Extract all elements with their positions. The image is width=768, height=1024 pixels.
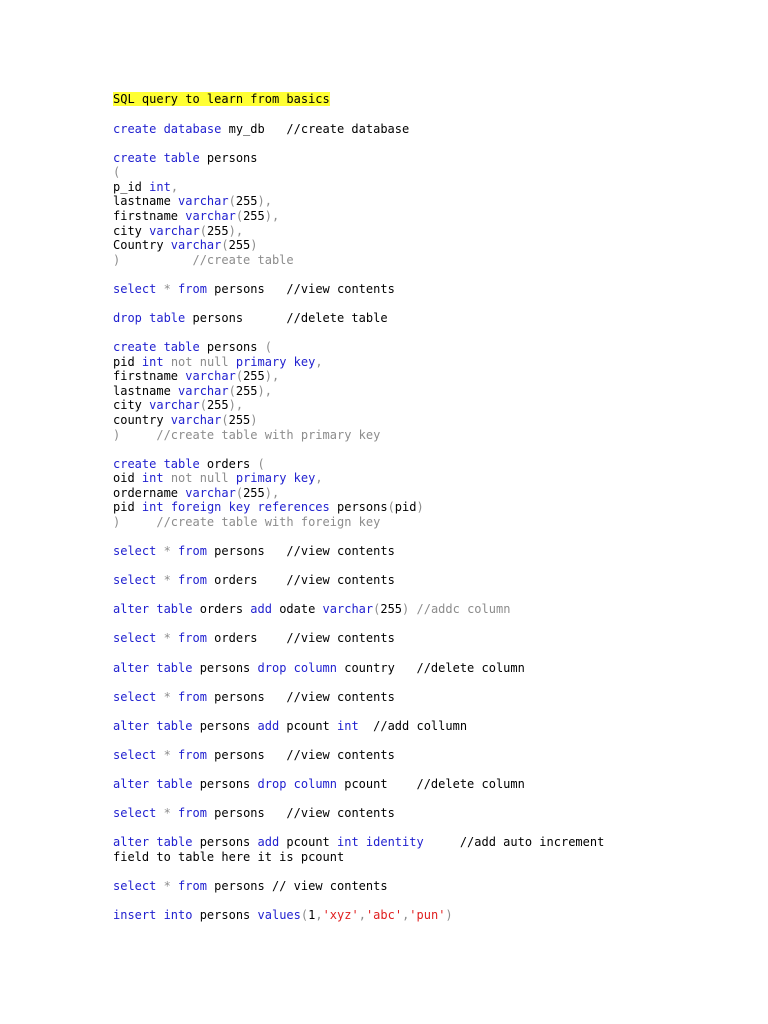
code-token: ( <box>235 369 244 384</box>
code-token: not null <box>163 471 236 486</box>
code-token: ( <box>235 208 244 223</box>
code-token: * <box>156 544 179 559</box>
code-token: * <box>156 747 179 762</box>
code-token: 255 <box>243 208 265 223</box>
code-token: field to table here it is pcount <box>113 849 345 864</box>
code-token: from <box>178 631 207 646</box>
code-token: ) //create table with foreign key <box>113 515 381 530</box>
code-token: int <box>141 500 164 515</box>
code-token: 'xyz' <box>322 907 359 922</box>
code-token: , <box>315 907 323 922</box>
code-token: ( <box>387 500 395 515</box>
code-line <box>113 165 733 180</box>
code-token: ( <box>264 340 272 355</box>
code-token: ( <box>221 238 229 253</box>
code-token: * <box>156 689 179 704</box>
code-token: ) //addc column <box>402 602 511 617</box>
code-line <box>113 835 733 850</box>
code-token: p_id <box>113 179 150 194</box>
code-token: * <box>156 281 179 296</box>
code-token: varchar <box>185 369 236 384</box>
code-token: Country <box>113 238 171 253</box>
code-block <box>113 573 733 588</box>
code-token: 255 <box>206 223 229 238</box>
code-token: 255 <box>235 383 258 398</box>
code-token: persons //view contents <box>206 281 395 296</box>
code-token: create table <box>113 456 200 471</box>
code-token: ) //create table <box>113 252 294 267</box>
code-line <box>113 515 733 530</box>
code-token: persons <box>192 835 258 850</box>
code-token: varchar <box>322 602 374 617</box>
code-token: pcount //delete column <box>337 776 525 791</box>
code-block <box>113 282 733 297</box>
code-line <box>113 398 733 413</box>
code-token: from <box>178 281 207 296</box>
code-block <box>113 777 733 792</box>
code-token: persons //view contents <box>206 544 395 559</box>
code-line <box>113 544 733 559</box>
code-line <box>113 224 733 239</box>
code-token: ( <box>228 383 236 398</box>
code-token: select <box>113 806 157 820</box>
code-line <box>113 355 733 370</box>
code-token: persons //view contents <box>206 806 395 820</box>
code-token: 255 <box>243 369 265 384</box>
sql-code-listing <box>113 122 733 923</box>
code-token: add <box>257 835 280 850</box>
code-token: create table <box>113 340 200 355</box>
code-token: varchar <box>185 208 236 223</box>
code-token: select <box>113 573 157 588</box>
code-line <box>113 122 733 137</box>
code-token: ( <box>373 602 381 617</box>
code-token: ( <box>228 194 236 209</box>
code-token: from <box>178 806 207 820</box>
code-token: country <box>113 413 171 427</box>
code-block <box>113 835 733 864</box>
code-token: ) <box>250 238 258 253</box>
highlighted-title-text: SQL query to learn from basics <box>113 92 330 106</box>
code-token: primary key <box>235 354 316 369</box>
code-token: country //delete column <box>337 660 525 675</box>
code-block <box>113 806 733 821</box>
code-line <box>113 413 733 428</box>
code-token: select <box>113 544 157 559</box>
code-token: persons <box>192 907 258 922</box>
code-token: add <box>257 718 280 733</box>
code-line <box>113 282 733 297</box>
code-line <box>113 369 733 384</box>
code-token: firstname <box>113 369 186 384</box>
code-token: values <box>257 907 301 922</box>
code-token: 'abc' <box>365 907 403 922</box>
code-token: orders <box>199 456 258 471</box>
code-line <box>113 806 733 821</box>
code-token: select <box>113 689 157 704</box>
code-token: firstname <box>113 208 186 223</box>
code-token: ), <box>257 194 272 209</box>
code-line <box>113 850 733 865</box>
code-line <box>113 661 733 676</box>
code-token: int identity <box>337 835 424 850</box>
code-token: persons <box>329 500 388 515</box>
code-token: 255 <box>228 413 251 427</box>
code-token: * <box>156 573 179 588</box>
code-token: alter table <box>113 718 193 733</box>
code-token: city <box>113 223 150 238</box>
code-token: ( <box>221 413 229 427</box>
code-line <box>113 253 733 268</box>
code-token: persons //view contents <box>206 689 395 704</box>
code-token: alter table <box>113 835 193 850</box>
code-token: ordername <box>113 485 186 500</box>
code-line <box>113 573 733 588</box>
code-token: create database <box>113 121 222 136</box>
code-block <box>113 719 733 734</box>
code-token: persons //delete table <box>185 310 388 325</box>
code-block <box>113 602 733 617</box>
code-line <box>113 238 733 253</box>
code-line <box>113 209 733 224</box>
code-token: pcount <box>279 718 337 733</box>
code-token: ), <box>264 369 280 384</box>
code-block <box>113 748 733 763</box>
code-token: 255 <box>380 602 403 617</box>
code-token: ), <box>264 208 280 223</box>
code-token: varchar <box>149 398 200 413</box>
code-token: persons <box>199 340 265 355</box>
code-token: ( <box>199 398 207 413</box>
code-line <box>113 690 733 705</box>
code-token: from <box>178 747 207 762</box>
code-block <box>113 690 733 705</box>
document-body <box>113 92 733 937</box>
code-token: //add collumn <box>358 718 468 733</box>
code-token: * <box>156 878 179 893</box>
code-block <box>113 122 733 137</box>
code-token: pid <box>394 500 417 515</box>
code-token: varchar <box>178 194 229 209</box>
code-token: * <box>156 631 179 646</box>
code-token: from <box>178 878 207 893</box>
code-token: ( <box>199 223 207 238</box>
code-line <box>113 908 733 923</box>
code-token: select <box>113 878 157 893</box>
code-token: orders <box>192 602 251 617</box>
code-block <box>113 661 733 676</box>
code-token: varchar <box>185 485 236 500</box>
code-token: pid <box>113 500 142 515</box>
code-token: from <box>178 544 207 559</box>
code-token: * <box>156 806 179 820</box>
code-token: orders //view contents <box>206 573 395 588</box>
code-line <box>113 457 733 472</box>
code-token: odate <box>271 602 323 617</box>
code-block <box>113 311 733 326</box>
code-line <box>113 471 733 486</box>
code-token: , <box>170 179 179 194</box>
code-token: oid <box>113 471 142 486</box>
code-token: persons <box>192 718 258 733</box>
code-token: ) <box>250 413 258 427</box>
code-token: varchar <box>178 383 229 398</box>
code-token: int <box>141 471 164 486</box>
code-token: ), <box>228 223 244 238</box>
code-token: alter table <box>113 602 193 617</box>
code-block <box>113 457 733 530</box>
code-token: , <box>358 907 366 922</box>
code-token: ), <box>228 398 244 413</box>
code-line <box>113 428 733 443</box>
code-token: persons <box>192 660 258 675</box>
code-token: from <box>178 689 207 704</box>
code-token: ) <box>416 500 424 515</box>
code-token: persons //view contents <box>206 747 395 762</box>
code-line <box>113 311 733 326</box>
code-line <box>113 777 733 792</box>
code-token: drop column <box>257 776 337 791</box>
code-token: 'pun' <box>409 907 446 922</box>
code-line <box>113 340 733 355</box>
code-line <box>113 486 733 501</box>
code-token: ) //create table with primary key <box>113 427 381 442</box>
code-line <box>113 194 733 209</box>
code-token: create table <box>113 150 200 165</box>
code-token: not null <box>163 354 236 369</box>
code-token: varchar <box>170 413 222 427</box>
code-token: 1 <box>308 907 316 922</box>
code-block <box>113 340 733 442</box>
code-token: lastname <box>113 383 179 398</box>
code-block <box>113 631 733 646</box>
code-token: primary key <box>235 471 316 486</box>
code-token: , <box>315 471 323 486</box>
code-token: alter table <box>113 660 193 675</box>
code-token: ), <box>257 383 272 398</box>
code-token: //add auto increment <box>423 835 605 850</box>
code-token: select <box>113 281 157 296</box>
code-token: my_db //create database <box>221 121 410 136</box>
code-token: drop table <box>113 310 186 325</box>
code-token: 255 <box>235 194 258 209</box>
code-block <box>113 544 733 559</box>
code-token: alter table <box>113 776 193 791</box>
code-token: varchar <box>170 238 222 253</box>
code-line <box>113 151 733 166</box>
code-token: select <box>113 631 157 646</box>
code-line <box>113 748 733 763</box>
code-token: ( <box>300 907 309 922</box>
code-token: persons <box>192 776 258 791</box>
code-token: lastname <box>113 194 179 209</box>
code-token: pid <box>113 354 142 369</box>
document-title <box>113 92 733 107</box>
code-token: ( <box>235 485 244 500</box>
code-token: from <box>178 573 207 588</box>
code-token: add <box>250 602 272 617</box>
code-token: 255 <box>243 485 265 500</box>
code-token: city <box>113 398 150 413</box>
code-token: int <box>337 718 359 733</box>
code-line <box>113 384 733 399</box>
code-line <box>113 500 733 515</box>
code-token: ( <box>113 165 121 180</box>
code-line <box>113 631 733 646</box>
code-line <box>113 180 733 195</box>
code-token: int <box>149 179 171 194</box>
code-line <box>113 879 733 894</box>
code-token: persons <box>199 150 258 165</box>
code-token: ), <box>264 485 280 500</box>
code-token: int <box>141 354 164 369</box>
code-token: foreign key references <box>163 500 330 515</box>
code-token: drop column <box>257 660 337 675</box>
code-token: orders //view contents <box>206 631 395 646</box>
code-token: ( <box>257 456 265 471</box>
code-line <box>113 719 733 734</box>
code-token: select <box>113 747 157 762</box>
code-block <box>113 151 733 268</box>
code-token: 255 <box>206 398 229 413</box>
code-token: persons // view contents <box>206 878 388 893</box>
code-token: insert into <box>113 907 193 922</box>
code-token: varchar <box>149 223 200 238</box>
code-token: , <box>402 907 410 922</box>
code-token: ) <box>445 907 453 922</box>
code-token: pcount <box>279 835 337 850</box>
code-token: 255 <box>228 238 251 253</box>
code-line <box>113 602 733 617</box>
code-token: , <box>315 354 323 369</box>
code-block <box>113 879 733 894</box>
code-block <box>113 908 733 923</box>
